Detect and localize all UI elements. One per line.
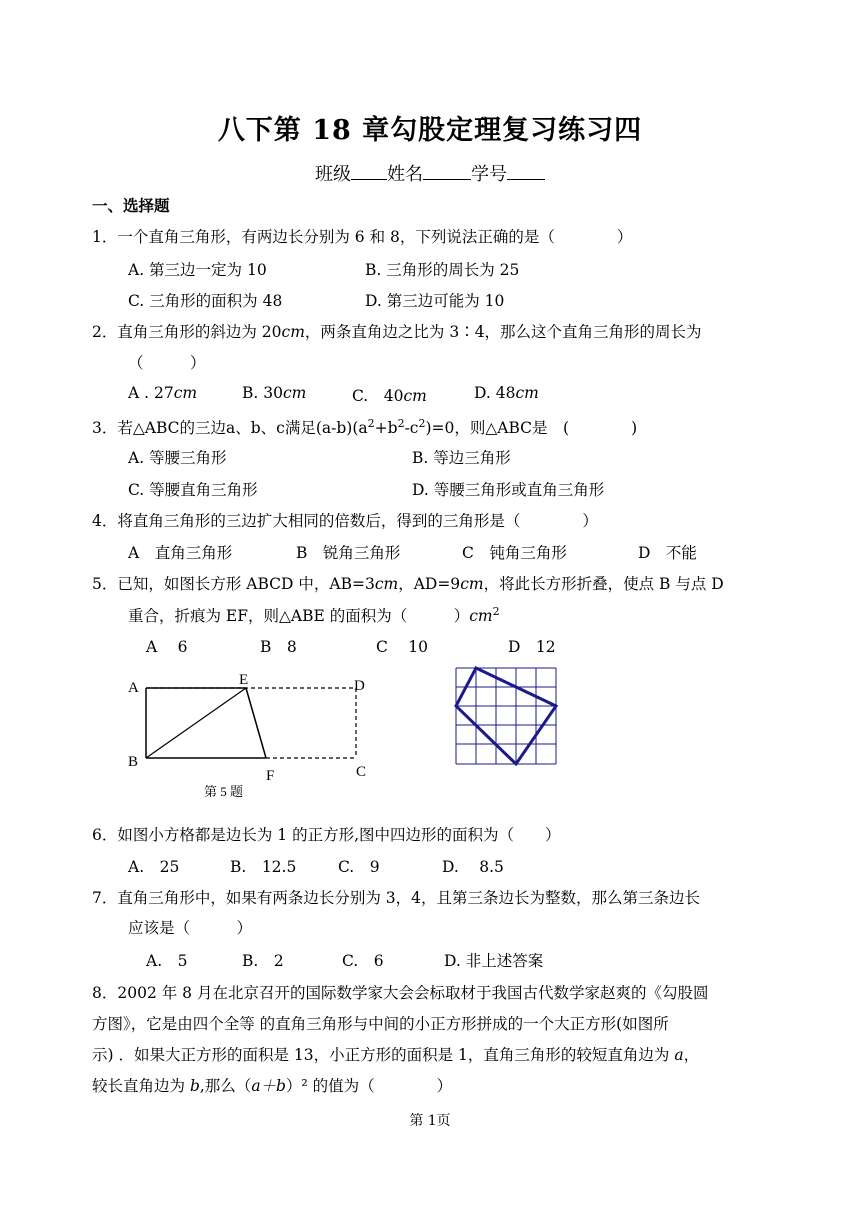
label-D: D: [354, 678, 365, 694]
page-title: 八下第 18 章勾股定理复习练习四: [217, 115, 643, 146]
q5-line1-mid: ，AD=9: [398, 575, 461, 593]
q3-stem-pre: 3．若△ABC的三边a、b、c满足(a-b)(a: [92, 419, 368, 437]
q2-option-b-label: B. 30: [242, 384, 283, 402]
q3-mid-1: +b: [374, 419, 398, 437]
q8-line3-pre: 示) ．如果大正方形的面积是 13，小正方形的面积是 1，直角三角形的较短直角边为: [92, 1046, 675, 1064]
q7-option-d: D. 非上述答案: [444, 952, 544, 970]
q2-option-a-label: A . 27: [128, 384, 174, 402]
class-label: 班级: [315, 164, 351, 185]
q5-rectangle-figure: [120, 668, 380, 808]
q3-stem: [92, 416, 637, 438]
section-heading: 一、选择题: [92, 197, 170, 215]
q2-stem-pre: 2．直角三角形的斜边为 20: [92, 323, 282, 341]
q2-option-d: [474, 384, 539, 402]
q3-option-b: B. 等边三角形: [412, 449, 511, 467]
segment-EF: [246, 688, 266, 758]
q7-line2: 应该是（ ）: [128, 919, 253, 937]
q3-option-c: C. 等腰直角三角形: [128, 481, 258, 499]
q7-line1: 7．直角三角形中，如果有两条边长分别为 3，4，且第三条边长为整数，那么第三条边长: [92, 889, 701, 907]
q5-option-d: D 12: [508, 638, 556, 656]
q5-line2: [128, 604, 500, 626]
q6-option-c: C. 9: [338, 858, 380, 876]
q2-option-c-unit: cm: [403, 387, 427, 405]
q1-option-d: D. 第三边可能为 10: [365, 292, 505, 310]
q8-line2: 方图》，它是由四个全等 的直角三角形与中间的小正方形拼成的一个大正方形(如图所: [92, 1015, 669, 1033]
student-info-line: [0, 160, 860, 186]
label-B: B: [128, 754, 139, 770]
q1-option-a: A. 第三边一定为 10: [128, 261, 267, 279]
q2-option-b-unit: cm: [282, 384, 307, 402]
q5-line1-pre: 5．已知，如图长方形 ABCD 中，AB=3: [92, 575, 375, 593]
q2-option-c-label: C. 40: [352, 387, 404, 405]
q3-mid-2: -c: [404, 419, 419, 437]
q8-expression: a＋b: [251, 1077, 286, 1095]
q8-line4-pre: 较长直角边为: [92, 1077, 190, 1095]
q2-option-a: [128, 384, 197, 402]
page-number: 第 1页: [409, 1113, 451, 1129]
q8-line4-end: ）² 的值为（ ）: [285, 1077, 453, 1095]
q2-paren: （ ）: [128, 354, 206, 372]
q8-line4-post: ,那么（: [199, 1077, 252, 1095]
q6-stem: 6．如图小方格都是边长为 1 的正方形,图中四边形的面积为（ ）: [92, 826, 561, 844]
q8-var-a: a: [674, 1046, 684, 1064]
q5-line2-sup: 2: [492, 604, 500, 618]
q4-option-d: D 不能: [638, 544, 697, 562]
q2-stem-post: ，两条直角边之比为 3∶4，那么这个直角三角形的周长为: [304, 323, 702, 341]
q4-option-a: A 直角三角形: [128, 544, 233, 562]
q3-option-a: A. 等腰三角形: [128, 449, 227, 467]
q6-grid-figure: [450, 664, 566, 770]
q4-option-b: B 锐角三角形: [296, 544, 401, 562]
quadrilateral: [456, 668, 556, 764]
q5-line1-post: ，将此长方形折叠，使点 B 与点 D: [483, 575, 724, 593]
label-C: C: [356, 764, 367, 780]
q4-stem: 4．将直角三角形的三边扩大相同的倍数后，得到的三角形是（ ）: [92, 512, 598, 530]
q5-option-a: A 6: [146, 638, 188, 656]
q2-stem: [92, 320, 702, 342]
figure-caption: 第 5 题: [204, 784, 244, 799]
label-A: A: [128, 680, 139, 696]
segment-BE: [146, 688, 246, 758]
q2-option-d-label: D. 48: [474, 384, 516, 402]
q5-line1: [92, 572, 724, 594]
q7-option-a: A. 5: [146, 952, 188, 970]
q8-line3-post: ，: [683, 1046, 700, 1064]
q3-stem-post: )=0，则△ABC是 ( ): [425, 419, 638, 437]
q2-option-b: [242, 384, 306, 402]
q2-option-d-unit: cm: [515, 384, 539, 402]
q5-unit-2: cm: [460, 575, 484, 593]
q3-sup-2: 2: [397, 416, 405, 430]
q8-line1: 8．2002 年 8 月在北京召开的国际数学家大会会标取材于我国古代数学家赵爽的《勾股圆: [92, 984, 709, 1002]
q2-option-c: [352, 384, 427, 406]
q6-option-d: D. 8.5: [442, 858, 504, 876]
q4-option-c: C 钝角三角形: [462, 544, 567, 562]
q5-unit-1: cm: [374, 575, 399, 593]
q1-option-c: C. 三角形的面积为 48: [128, 292, 283, 310]
q3-sup-3: 2: [418, 416, 426, 430]
q5-option-c: C 10: [376, 638, 429, 656]
q5-option-b: B 8: [260, 638, 297, 656]
name-label: 姓名: [387, 164, 423, 185]
q5-line2-unit: cm: [469, 607, 493, 625]
label-E: E: [239, 672, 249, 688]
q1-stem: 1．一个直角三角形，有两边长分别为 6 和 8，下列说法正确的是（ ）: [92, 228, 633, 246]
class-blank: [351, 163, 387, 180]
q8-line4: [92, 1074, 452, 1096]
q5-line2-text: 重合，折痕为 EF，则△ABE 的面积为（ ）: [128, 607, 470, 625]
label-F: F: [266, 768, 275, 784]
q6-option-a: A. 25: [128, 858, 180, 876]
q3-option-d: D. 等腰三角形或直角三角形: [412, 481, 605, 499]
q2-unit: cm: [281, 323, 305, 341]
q7-option-b: B. 2: [242, 952, 284, 970]
q6-option-b: B. 12.5: [230, 858, 297, 876]
id-label: 学号: [471, 164, 507, 185]
q2-option-a-unit: cm: [173, 384, 198, 402]
q8-line3: [92, 1043, 699, 1065]
q7-option-c: C. 6: [342, 952, 384, 970]
q3-sup-1: 2: [367, 416, 375, 430]
q8-var-b: b: [189, 1077, 200, 1095]
q1-option-b: B. 三角形的周长为 25: [365, 261, 520, 279]
id-blank: [507, 163, 545, 180]
name-blank: [423, 163, 471, 180]
